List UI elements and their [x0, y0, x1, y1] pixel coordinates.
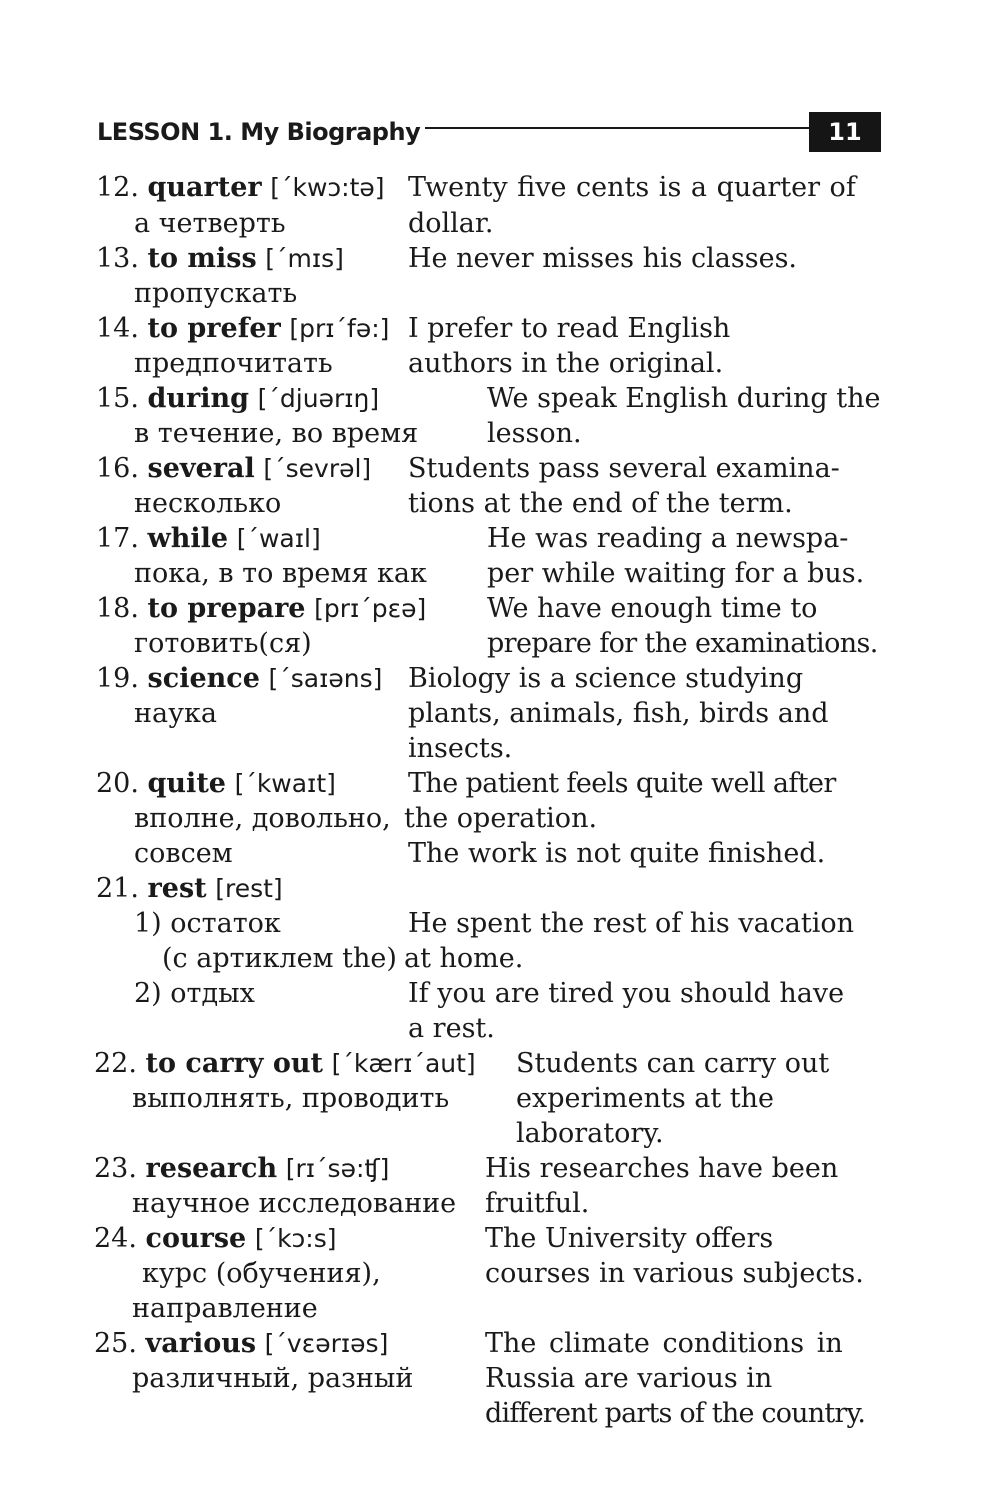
entry-17-example: He was reading a newspa-	[487, 523, 849, 554]
entry-21-headword: 21. rest [rest]	[96, 873, 283, 904]
entry-18-example: prepare for the examinations.	[487, 628, 878, 659]
entry-25-headword: 25. various [΄vεərɪəs]	[94, 1328, 389, 1359]
entry-16-example: Students pass several examina-	[408, 453, 840, 484]
entry-25-example: different parts of the country.	[485, 1398, 866, 1429]
entry-21-sense-2-translation: 2) отдых	[134, 978, 255, 1009]
entry-14-example: authors in the original.	[408, 348, 724, 379]
entry-20-translation: вполне, довольно,	[134, 803, 391, 834]
entry-22-example: Students can carry out	[516, 1048, 830, 1079]
entry-14-translation: предпочитать	[134, 348, 333, 379]
entry-21-sense-2-example: a rest.	[408, 1013, 495, 1044]
lesson-title: LESSON 1. My Biography	[97, 118, 421, 146]
entry-18-headword: 18. to prepare [prɪ΄pεə]	[96, 593, 427, 624]
page-number: 11	[809, 112, 881, 152]
entry-21-sense-1-translation: 1) остаток	[134, 908, 281, 939]
entry-14-example: I prefer to read English	[408, 313, 731, 344]
entry-22-example: laboratory.	[516, 1118, 664, 1149]
entry-20-headword: 20. quite [΄kwaɪt]	[96, 768, 336, 799]
entry-13-translation: пропускать	[134, 278, 298, 309]
entry-15-headword: 15. during [΄djuərɪŋ]	[96, 383, 380, 414]
entry-23-example: fruitful.	[485, 1188, 590, 1219]
entry-21-sense-2-example: If you are tired you should have	[408, 978, 845, 1009]
entry-23-translation: научное исследование	[132, 1188, 457, 1219]
entry-16-example: tions at the end of the term.	[408, 488, 793, 519]
entry-20-translation: совсем	[134, 838, 233, 869]
entry-13-example: He never misses his classes.	[408, 243, 798, 274]
entry-25-example: Russia are various in	[485, 1363, 773, 1394]
entry-14-headword: 14. to prefer [prɪ΄fə:]	[96, 313, 390, 344]
entry-18-translation: готовить(ся)	[134, 628, 312, 659]
entry-12-headword: 12. quarter [΄kwɔ:tə]	[96, 172, 385, 203]
entry-15-example: We speak English during the	[487, 383, 881, 414]
entry-18-example: We have enough time to	[487, 593, 818, 624]
entry-17-translation: пока, в то время как	[134, 558, 427, 589]
entry-23-headword: 23. research [rɪ΄sə:ʧ]	[94, 1153, 390, 1184]
entry-21-sense-1-example: at home.	[404, 943, 524, 974]
header-rule	[425, 127, 817, 129]
entry-22-example: experiments at the	[516, 1083, 775, 1114]
entry-17-example: per while waiting for a bus.	[487, 558, 865, 589]
entry-25-translation: различный, разный	[132, 1363, 414, 1394]
entry-19-example: Biology is a science studying	[408, 663, 804, 694]
entry-19-headword: 19. science [΄saɪəns]	[96, 663, 383, 694]
entry-21-sense-1-note: (с артиклем the)	[162, 943, 397, 974]
entry-12-example: Twenty five cents is a quarter of	[408, 172, 856, 203]
entry-15-translation: в течение, во время	[134, 418, 419, 449]
entry-24-example: The University offers	[485, 1223, 774, 1254]
entry-22-headword: 22. to carry out [΄kærɪ΄aut]	[94, 1048, 476, 1079]
entry-24-headword: 24. course [΄kɔ:s]	[94, 1223, 337, 1254]
entry-25-example: The climate conditions in	[485, 1328, 843, 1359]
entry-16-translation: несколько	[134, 488, 282, 519]
entry-15-example: lesson.	[487, 418, 582, 449]
entry-12-translation: а четверть	[134, 208, 286, 239]
entry-23-example: His researches have been	[485, 1153, 839, 1184]
entry-22-translation: выполнять, проводить	[132, 1083, 450, 1114]
entry-20-example: The patient feels quite well after	[408, 768, 836, 799]
entry-24-translation: направление	[132, 1293, 318, 1324]
entry-24-translation: курс (обучения),	[142, 1258, 381, 1289]
entry-16-headword: 16. several [΄sevrəl]	[96, 453, 372, 484]
entry-21-sense-1-example: He spent the rest of his vacation	[408, 908, 855, 939]
entry-19-example: plants, animals, fish, birds and	[408, 698, 829, 729]
entry-17-headword: 17. while [΄waɪl]	[96, 523, 321, 554]
entry-19-example: insects.	[408, 733, 513, 764]
entry-19-translation: наука	[134, 698, 217, 729]
entry-20-example: the operation.	[404, 803, 598, 834]
entry-12-example: dollar.	[408, 208, 494, 239]
entry-13-headword: 13. to miss [΄mɪs]	[96, 243, 344, 274]
page-header	[97, 112, 881, 154]
entry-24-example: courses in various subjects.	[485, 1258, 864, 1289]
entry-20-example: The work is not quite finished.	[408, 838, 826, 869]
